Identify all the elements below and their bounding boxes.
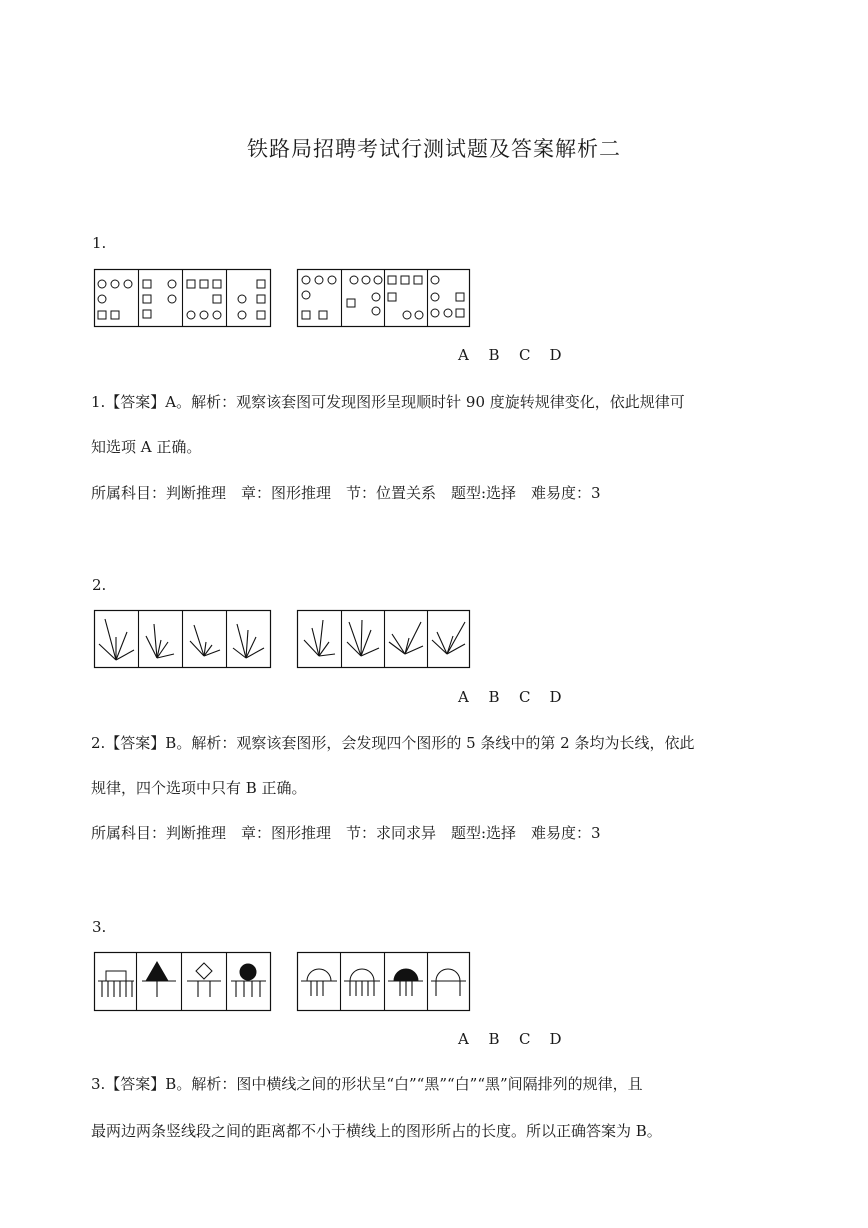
q1-stem-figure	[94, 269, 272, 328]
option-d[interactable]: D	[549, 346, 562, 364]
option-a[interactable]: A	[458, 346, 469, 364]
q2-options-figure	[297, 610, 471, 669]
answer-explanation: 知选项 A 正确。	[91, 438, 202, 456]
answer-explanation: 规律，四个选项中只有 B 正确。	[91, 779, 307, 797]
option-c[interactable]: C	[519, 688, 531, 706]
q1-options-figure	[297, 269, 471, 328]
answer-explanation: 1.【答案】A。解析：观察该套图可发现图形呈现顺时针 90 度旋转规律变化，依此规律可	[91, 393, 685, 411]
question-meta: 所属科目：判断推理 章：图形推理 节：位置关系 题型:选择 难易度：3	[91, 484, 601, 502]
q3-options-figure	[297, 952, 471, 1012]
answer-explanation: 最两边两条竖线段之间的距离都不小于横线上的图形所占的长度。所以正确答案为 B。	[91, 1122, 662, 1140]
option-a[interactable]: A	[458, 1030, 469, 1048]
option-b[interactable]: B	[488, 688, 500, 706]
answer-options	[458, 688, 580, 706]
option-d[interactable]: D	[549, 1030, 562, 1048]
q2-stem-figure	[94, 610, 272, 669]
question-number: 3.	[92, 918, 107, 936]
option-b[interactable]: B	[488, 346, 500, 364]
answer-explanation: 2.【答案】B。解析：观察该套图形，会发现四个图形的 5 条线中的第 2 条均为长线，依此	[91, 734, 695, 752]
option-d[interactable]: D	[549, 688, 562, 706]
question-number: 1.	[92, 234, 107, 252]
option-c[interactable]: C	[519, 346, 531, 364]
answer-options	[458, 346, 580, 364]
option-a[interactable]: A	[458, 688, 469, 706]
option-b[interactable]: B	[488, 1030, 500, 1048]
option-c[interactable]: C	[519, 1030, 531, 1048]
q3-stem-figure	[94, 952, 272, 1012]
question-meta: 所属科目：判断推理 章：图形推理 节：求同求异 题型:选择 难易度：3	[91, 824, 601, 842]
question-number: 2.	[92, 576, 107, 594]
answer-explanation: 3.【答案】B。解析：图中横线之间的形状呈“白”“黑”“白”“黑”间隔排列的规律，且	[91, 1075, 643, 1093]
answer-options	[458, 1030, 580, 1048]
page-title: 铁路局招聘考试行测试题及答案解析二	[247, 137, 621, 161]
